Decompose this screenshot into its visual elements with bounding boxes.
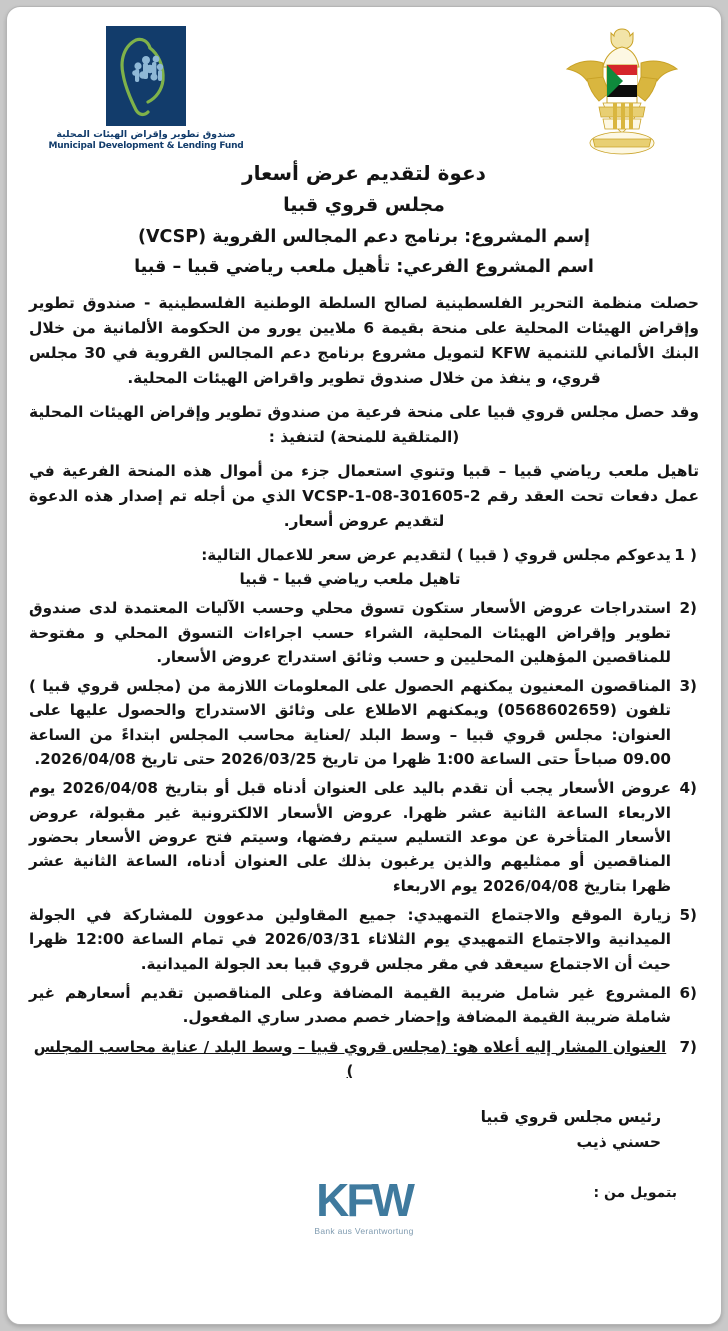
clause-text: زيارة الموقع والاجتماع التمهيدي: جميع المقاولين مدعوون للمشاركة في الجولة الميدانية والاجتماع التمهيدي يوم الثلاثاء 2026/03/31 في تمام الساعة 12:00 ظهرا حيث أن الاجتماع سيعقد في مقر مجلس قروي قبيا بعد الجولة الميدانية.: [29, 905, 671, 973]
signatory-title: رئيس مجلس قروي قبيا: [480, 1108, 661, 1127]
clause-item: [29, 1035, 699, 1084]
intro-paragraph-1: حصلت منظمة التحرير الفلسطينية لصالح السلطة الوطنية الفلسطينية - صندوق تطوير وإقراض الهيئات المحلية على منحة بقيمة 6 ملايين يورو من الحكومة الألمانية من خلال البنك الألماني للتنمية KFW لتمويل مشروع برنامج دعم المجالس القروية في 30 مجلس قروي، و ينفذ من خلال صندوق تطوير واقراض الهيئات المحلية.: [29, 294, 699, 387]
subproject-name: اسم المشروع الفرعي: تأهيل ملعب رياضي قبيا – قبيا: [134, 257, 594, 277]
clause-item: [29, 596, 699, 669]
mdlf-mark-icon: [106, 26, 186, 126]
clause-number: 6): [679, 983, 697, 1002]
funder-label: بتمويل من :: [593, 1184, 677, 1201]
kfw-wordmark: KFW: [316, 1173, 412, 1226]
clause-number: 7): [679, 1037, 697, 1056]
clause-item: [29, 776, 699, 898]
clause-item: [29, 981, 699, 1030]
clause-item: [29, 903, 699, 976]
signature-block: [29, 1105, 699, 1155]
clause-text: يدعوكم مجلس قروي ( قبيا ) لتقديم عرض سعر للاعمال التالية:: [201, 545, 671, 564]
document-header: [7, 7, 721, 159]
clause-text: العنوان المشار إليه أعلاه هو: (مجلس قروي قبيا – وسط البلد / عناية محاسب المجلس ): [33, 1037, 667, 1080]
eagle-of-saladin-emblem-icon: [563, 19, 681, 159]
clause-item: [29, 674, 699, 771]
intro-paragraph-3: تاهيل ملعب رياضي قبيا – قبيا وتنوي استعمال جزء من أموال هذه المنحة الفرعية في عمل دفعات تحت العقد رقم 2-301605-08-1-VCSP الذي من أجله تم إصدار هذه الدعوة لتقديم عروض أسعار.: [29, 461, 699, 530]
clause-text: المناقصون المعنيون يمكنهم الحصول على المعلومات اللازمة من (مجلس قروي قبيا ) تلفون (0568602659) ويمكنهم الاطلاع على وثائق الاستدراج والحصول عليها على العنوان: مجلس قروي قبيا – وسط البلد /لعناية محاسب المجلس ابتداءً من الساعة 09.00 صباحاً حتى الساعة 1:00 ظهرا من تاريخ 2026/03/25 حتى تاريخ 2026/04/08.: [29, 677, 672, 769]
document-titles: [7, 161, 721, 277]
signatory-name: حسني ذيب: [576, 1132, 661, 1151]
mdlf-english-name: Municipal Development & Lending Fund: [48, 140, 244, 151]
project-name: إسم المشروع: برنامج دعم المجالس القروية (VCSP): [137, 227, 591, 247]
mdlf-logo: [21, 26, 271, 151]
kfw-logo: [29, 1173, 699, 1236]
clause-number: 2): [679, 599, 697, 618]
mdlf-caption: [21, 130, 271, 151]
clause-number: 1 ): [674, 545, 697, 564]
clause-list: [29, 543, 699, 1084]
mdlf-arabic-name: صندوق تطوير وإقراض الهيئات المحلية: [56, 129, 236, 140]
clause-text: عروض الأسعار يجب أن تقدم باليد على العنوان أدناه قبل أو بتاريخ 2026/04/08 يوم الاربعاء الساعة الثانية عشر ظهرا. عروض الأسعار الالكترونية غير مقبولة، عروض الأسعار المتأخرة عن موعد التسليم سيتم رفضها، وسيتم فتح عروض الأسعار بحضور المناقصين أو ممثليهم والذين يرغبون بذلك على العنوان أدناه، الساعة الثانية عشر ظهرا بتاريخ 2026/04/08 يوم الاربعاء: [29, 779, 671, 895]
clause-text: المشروع غير شامل ضريبة القيمة المضافة وعلى المناقصين تقديم أسعارهم غير شاملة ضريبة القيمة المضافة وإحضار خصم مصدر ساري المفعول.: [29, 983, 671, 1027]
intro-block: [29, 291, 699, 534]
intro-paragraph-2: وقد حصل مجلس قروي قبيا على منحة فرعية من صندوق تطوير وإقراض الهيئات المحلية (المتلقية للمنحة) لتنفيذ :: [29, 402, 699, 446]
page-title: دعوة لتقديم عرض أسعار: [242, 161, 486, 185]
council-name: مجلس قروي قبيا: [283, 194, 445, 216]
clause-item: [29, 543, 699, 592]
clause-number: 5): [679, 905, 697, 924]
kfw-tagline: Bank aus Verantwortung: [314, 1225, 414, 1236]
clause-number: 4): [679, 779, 697, 798]
document-body: [7, 291, 721, 1273]
document-card: [6, 6, 722, 1325]
clause-number: 3): [679, 677, 697, 696]
funder-block: [29, 1173, 699, 1273]
clause-text: استدراجات عروض الأسعار ستكون تسوق محلي وحسب الآليات المعتمدة لدى صندوق تطوير وإقراض الهيئات المحلية، الشراء حسب اجراءات التسوق المحلي و مفتوحة للمناقصين المؤهلين المحليين و حسب وثائق استدراج عروض الأسعار.: [29, 599, 671, 666]
clause-subtext: تاهيل ملعب رياضي قبيا - قبيا: [239, 569, 461, 588]
